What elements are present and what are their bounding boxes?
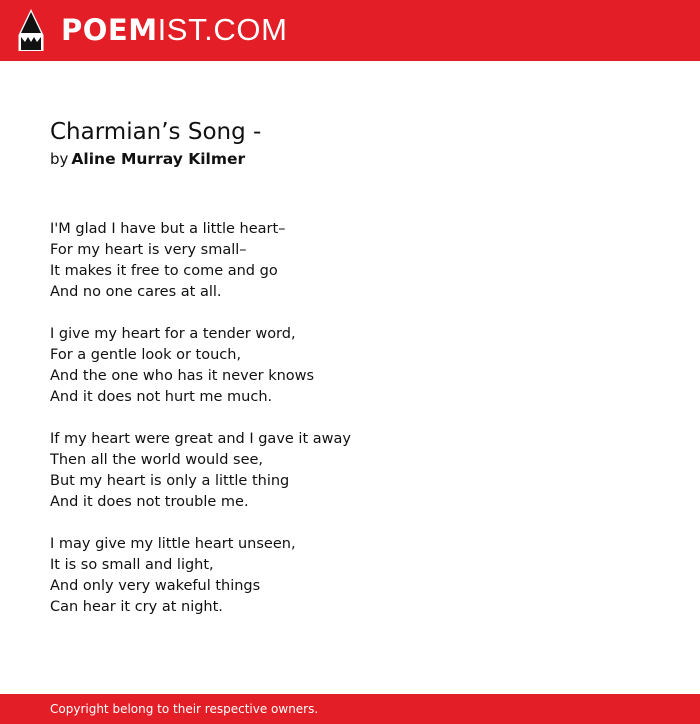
poem-line: And the one who has it never knows — [50, 368, 315, 384]
copyright-notice: Copyright belong to their respective owners. — [50, 702, 319, 716]
poem-line: I'M glad I have but a little heart– — [50, 221, 286, 237]
by-label: by — [50, 150, 69, 168]
poem-line: And it does not hurt me much. — [50, 389, 273, 405]
poem-line: And only very wakeful things — [50, 578, 261, 594]
author-name: Aline Murray Kilmer — [71, 150, 246, 168]
poem-line: It is so small and light, — [50, 557, 214, 573]
poem-line: I give my heart for a tender word, — [50, 326, 296, 342]
site-logo[interactable] — [61, 12, 288, 48]
stanza — [50, 534, 650, 618]
poem-line: And no one cares at all. — [50, 284, 222, 300]
poem-line: But my heart is only a little thing — [50, 473, 290, 489]
poem-line: It makes it free to come and go — [50, 263, 278, 279]
poem-title: Charmian’s Song - — [50, 119, 262, 145]
pencil-icon[interactable] — [18, 9, 44, 51]
poem-line: Then all the world would see, — [50, 452, 264, 468]
poem-line: If my heart were great and I gave it away — [50, 431, 351, 447]
site-footer — [0, 694, 700, 724]
poem-body — [50, 219, 650, 639]
stanza — [50, 429, 650, 513]
poem-line: Can hear it cry at night. — [50, 599, 223, 615]
brand-bold: POEM — [61, 13, 158, 47]
poem-line: For my heart is very small– — [50, 242, 247, 258]
stanza — [50, 324, 650, 408]
site-header — [0, 0, 700, 61]
byline — [50, 149, 245, 169]
poem-line: For a gentle look or touch, — [50, 347, 242, 363]
brand-light: IST.COM — [157, 12, 288, 47]
poem-line: I may give my little heart unseen, — [50, 536, 296, 552]
poem-line: And it does not trouble me. — [50, 494, 249, 510]
stanza — [50, 219, 650, 303]
